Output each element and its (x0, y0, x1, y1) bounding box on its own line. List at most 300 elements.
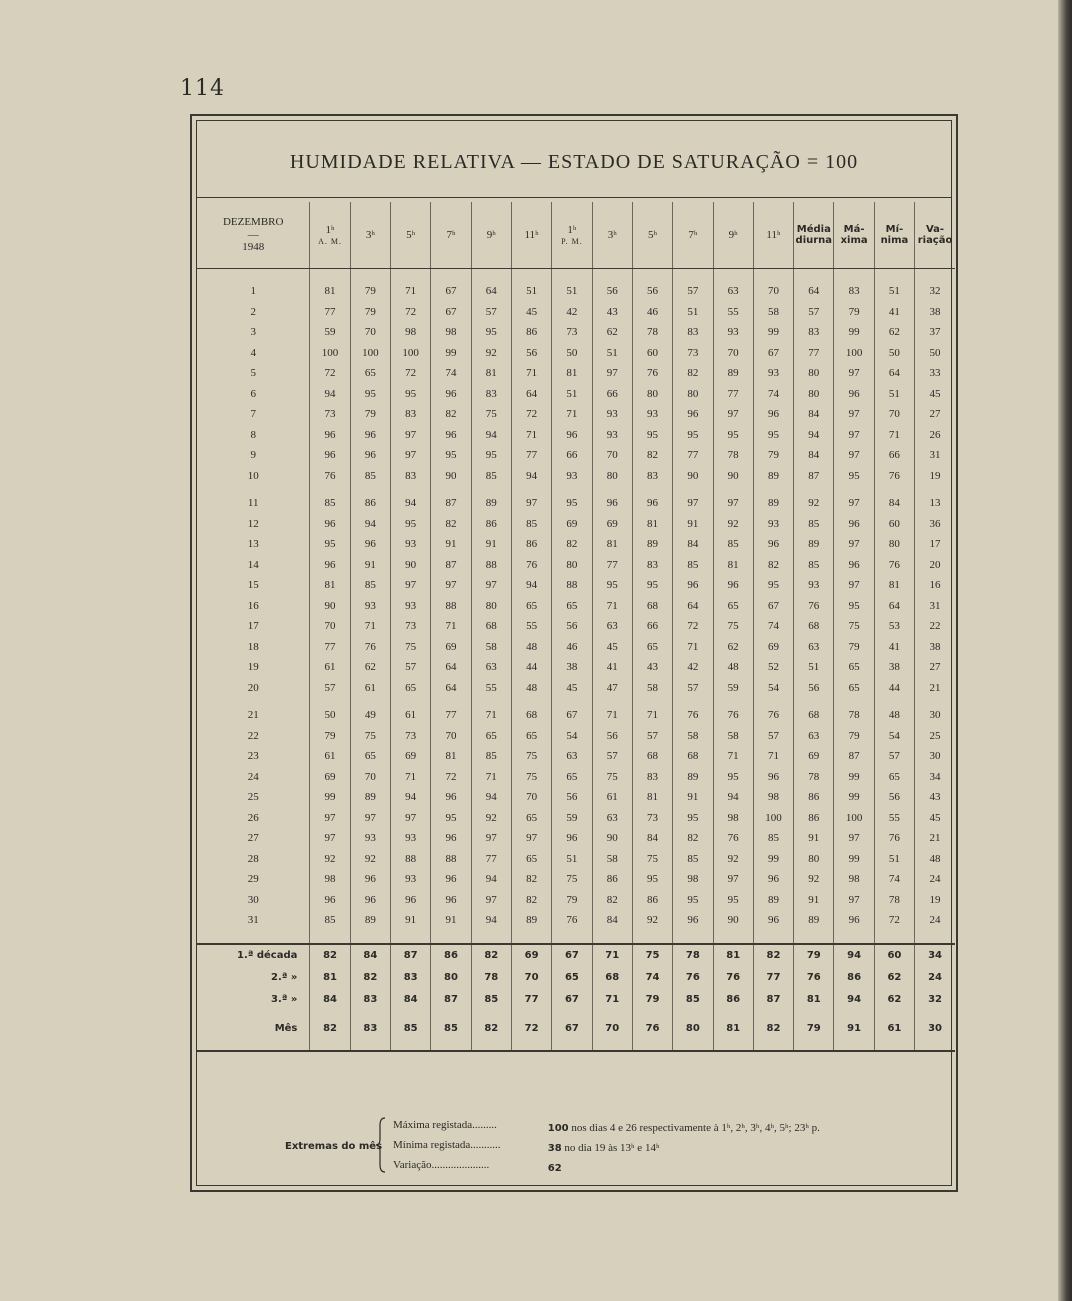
stat-header-max: Má- xima (834, 202, 874, 269)
table-row (197, 343, 955, 364)
table-cell: 70 (350, 767, 390, 788)
table-cell (673, 1040, 713, 1051)
table-cell (753, 1011, 793, 1018)
table-cell: 61 (310, 657, 350, 678)
table-cell: 83 (350, 1018, 390, 1040)
table-cell: 100 (834, 808, 874, 829)
table-cell: 97 (431, 575, 471, 596)
table-cell (874, 486, 914, 493)
extremes-range-row (393, 1159, 562, 1174)
table-cell: 74 (874, 869, 914, 890)
table-cell: 30 (929, 750, 941, 763)
table-cell: 97 (713, 404, 753, 425)
table-cell (794, 269, 834, 282)
table-cell (874, 698, 914, 705)
table-cell: 91 (350, 555, 390, 576)
table-cell: 71 (592, 944, 632, 967)
table-cell: 76 (511, 555, 551, 576)
table-cell: 93 (391, 596, 431, 617)
table-cell: 97 (310, 828, 350, 849)
table-cell (310, 698, 350, 705)
table-cell: 72 (874, 910, 914, 931)
table-cell: 38 (874, 657, 914, 678)
extremes-label: Extremas do mês (285, 1141, 383, 1152)
table-cell: 90 (673, 466, 713, 487)
table-cell: 96 (310, 445, 350, 466)
table-cell (471, 1040, 511, 1051)
table-cell: 80 (874, 534, 914, 555)
table-cell (471, 931, 511, 944)
table-cell (632, 931, 672, 944)
table-cell: 51 (874, 281, 914, 302)
table-cell (592, 269, 632, 282)
table-cell: 98 (310, 869, 350, 890)
table-cell: 71 (592, 596, 632, 617)
table-cell: 79 (834, 637, 874, 658)
table-cell: 65 (552, 967, 592, 989)
table-cell (350, 931, 390, 944)
table-cell: 72 (673, 616, 713, 637)
table-cell (552, 1011, 592, 1018)
table-cell: 55 (874, 808, 914, 829)
table-row (197, 808, 955, 829)
table-cell: 95 (431, 808, 471, 829)
month-extremes (197, 1113, 955, 1183)
table-cell: 65 (511, 726, 551, 747)
table-cell: 75 (391, 637, 431, 658)
table-row (197, 678, 955, 699)
table-cell: 96 (632, 493, 672, 514)
table-cell: 68 (511, 705, 551, 726)
table-cell: 80 (592, 466, 632, 487)
table-cell: 88 (471, 555, 511, 576)
table-cell: 64 (794, 281, 834, 302)
table-cell (431, 1011, 471, 1018)
table-cell: 86 (350, 493, 390, 514)
table-cell: 92 (310, 849, 350, 870)
table-cell: 100 (834, 343, 874, 364)
table-cell: 75 (834, 616, 874, 637)
table-cell: 45 (929, 387, 941, 400)
hour-header: 9ʰ (713, 202, 753, 269)
table-cell: 85 (794, 555, 834, 576)
table-cell: 59 (552, 808, 592, 829)
table-cell: 89 (794, 534, 834, 555)
table-cell: 74 (753, 384, 793, 405)
table-cell: 73 (310, 404, 350, 425)
table-cell: 95 (632, 425, 672, 446)
table-cell: 62 (592, 322, 632, 343)
table-cell (713, 486, 753, 493)
day-number: 14 (197, 555, 310, 576)
table-cell: 80 (431, 967, 471, 989)
day-number: 19 (197, 657, 310, 678)
table-cell: 85 (310, 910, 350, 931)
table-frame (190, 114, 958, 1192)
table-cell: 57 (874, 746, 914, 767)
day-number: 1 (197, 281, 310, 302)
table-cell: 63 (471, 657, 511, 678)
table-row (197, 657, 955, 678)
table-cell (753, 486, 793, 493)
table-cell: 86 (431, 944, 471, 967)
table-cell: 80 (794, 384, 834, 405)
table-cell: 84 (794, 445, 834, 466)
table-cell: 89 (753, 493, 793, 514)
table-cell: 85 (350, 466, 390, 487)
table-cell: 69 (511, 944, 551, 967)
table-cell: 45 (592, 637, 632, 658)
stat-header-min: Mí- nima (874, 202, 914, 269)
table-cell: 90 (391, 555, 431, 576)
table-cell: 64 (673, 596, 713, 617)
table-cell: 89 (350, 910, 390, 931)
table-cell: 90 (310, 596, 350, 617)
table-cell: 70 (511, 787, 551, 808)
brace-icon (376, 1117, 386, 1173)
table-cell: 38 (552, 657, 592, 678)
table-cell: 99 (834, 849, 874, 870)
table-cell: 76 (350, 637, 390, 658)
table-row (197, 322, 955, 343)
table-cell: 42 (673, 657, 713, 678)
extremes-key: Variação..................... (393, 1159, 490, 1171)
table-cell: 89 (794, 910, 834, 931)
table-cell (391, 698, 431, 705)
table-row (197, 828, 955, 849)
day-number: 12 (197, 514, 310, 535)
table-cell: 44 (511, 657, 551, 678)
table-cell (632, 1011, 672, 1018)
table-cell: 97 (391, 445, 431, 466)
table-cell: 97 (834, 890, 874, 911)
table-cell: 96 (834, 514, 874, 535)
table-cell: 77 (511, 989, 551, 1011)
table-cell: 96 (431, 425, 471, 446)
table-cell: 86 (511, 534, 551, 555)
table-cell (310, 1011, 350, 1018)
table-cell: 93 (350, 828, 390, 849)
day-number: 15 (197, 575, 310, 596)
table-cell: 84 (794, 404, 834, 425)
table-cell: 32 (928, 994, 942, 1005)
table-cell: 96 (552, 425, 592, 446)
table-row (197, 890, 955, 911)
table-cell: 74 (753, 616, 793, 637)
table-cell: 63 (794, 637, 834, 658)
table-cell: 93 (632, 404, 672, 425)
day-number: 21 (197, 705, 310, 726)
table-cell: 79 (350, 404, 390, 425)
table-cell: 97 (511, 493, 551, 514)
table-cell: 95 (673, 808, 713, 829)
table-cell: 68 (632, 746, 672, 767)
day-number: 2 (197, 302, 310, 323)
table-cell: 98 (713, 808, 753, 829)
table-cell: 22 (929, 620, 941, 633)
table-cell (197, 931, 310, 944)
table-cell: 79 (794, 944, 834, 967)
table-frame-inner (196, 120, 952, 1186)
table-cell: 69 (310, 767, 350, 788)
table-cell: 27 (929, 661, 941, 674)
table-cell: 92 (471, 808, 511, 829)
table-cell: 69 (794, 746, 834, 767)
spacer-row (197, 931, 955, 944)
table-cell (915, 1011, 955, 1018)
table-cell: 51 (874, 384, 914, 405)
table-cell: 86 (592, 869, 632, 890)
table-cell (632, 269, 672, 282)
table-cell: 70 (310, 616, 350, 637)
table-cell: 65 (511, 849, 551, 870)
table-cell: 81 (713, 944, 753, 967)
table-cell: 76 (874, 466, 914, 487)
table-cell: 87 (391, 944, 431, 967)
table-cell: 49 (350, 705, 390, 726)
table-cell: 24 (928, 972, 942, 983)
table-cell: 45 (929, 811, 941, 824)
table-cell: 69 (753, 637, 793, 658)
table-cell (197, 698, 310, 705)
table-cell (753, 931, 793, 944)
summary-label: Mês (197, 1018, 310, 1040)
table-cell: 65 (632, 637, 672, 658)
table-cell: 87 (834, 746, 874, 767)
table-cell: 57 (471, 302, 511, 323)
table-cell: 63 (592, 808, 632, 829)
table-cell: 31 (929, 449, 941, 462)
table-row (197, 575, 955, 596)
table-cell: 58 (592, 849, 632, 870)
table-cell: 100 (310, 343, 350, 364)
table-cell: 85 (350, 575, 390, 596)
spacer-row (197, 486, 955, 493)
table-cell: 81 (552, 363, 592, 384)
table-cell: 90 (592, 828, 632, 849)
table-cell: 76 (713, 967, 753, 989)
table-cell: 93 (794, 575, 834, 596)
table-cell: 70 (753, 281, 793, 302)
table-cell: 77 (592, 555, 632, 576)
table-cell: 68 (673, 746, 713, 767)
table-cell: 96 (713, 575, 753, 596)
table-cell: 72 (391, 363, 431, 384)
table-cell: 56 (794, 678, 834, 699)
table-cell: 71 (874, 425, 914, 446)
table-cell (552, 698, 592, 705)
table-cell: 96 (310, 555, 350, 576)
table-cell: 97 (713, 869, 753, 890)
table-cell: 95 (592, 575, 632, 596)
table-cell: 77 (713, 384, 753, 405)
table-cell: 97 (391, 808, 431, 829)
table-cell: 57 (794, 302, 834, 323)
table-cell: 96 (431, 384, 471, 405)
table-cell: 71 (753, 746, 793, 767)
table-cell (310, 931, 350, 944)
table-cell: 43 (592, 302, 632, 323)
table-cell (915, 486, 955, 493)
table-cell: 94 (713, 787, 753, 808)
table-cell: 93 (391, 828, 431, 849)
table-cell: 89 (632, 534, 672, 555)
table-cell: 24 (929, 873, 941, 886)
table-cell (431, 269, 471, 282)
stat-header-range: Va- riação (915, 202, 955, 269)
table-cell: 94 (471, 425, 511, 446)
table-cell (431, 1040, 471, 1051)
table-cell: 99 (753, 849, 793, 870)
table-cell: 67 (552, 1018, 592, 1040)
table-cell: 72 (391, 302, 431, 323)
table-cell: 77 (310, 302, 350, 323)
table-cell: 65 (552, 596, 592, 617)
table-cell (431, 486, 471, 493)
summary-label: 1.ª década (197, 944, 310, 967)
table-cell: 91 (391, 910, 431, 931)
table-cell (391, 486, 431, 493)
table-cell: 95 (310, 534, 350, 555)
page-number: 114 (180, 76, 225, 101)
table-cell: 96 (552, 828, 592, 849)
table-cell: 68 (592, 967, 632, 989)
table-cell: 65 (552, 767, 592, 788)
table-cell: 95 (834, 466, 874, 487)
table-cell: 92 (713, 849, 753, 870)
table-cell: 88 (431, 849, 471, 870)
table-cell: 16 (929, 579, 941, 592)
day-number: 10 (197, 466, 310, 487)
table-cell (632, 698, 672, 705)
table-cell (915, 931, 955, 944)
table-cell: 83 (350, 989, 390, 1011)
table-cell: 86 (794, 808, 834, 829)
hour-header: 11ʰ (753, 202, 793, 269)
table-cell: 48 (874, 705, 914, 726)
table-cell (794, 486, 834, 493)
table-cell: 98 (431, 322, 471, 343)
table-cell: 93 (592, 425, 632, 446)
table-cell: 82 (350, 967, 390, 989)
table-row (197, 384, 955, 405)
table-cell: 91 (431, 910, 471, 931)
table-cell: 88 (552, 575, 592, 596)
table-cell: 51 (673, 302, 713, 323)
table-cell: 81 (471, 363, 511, 384)
table-cell: 80 (673, 384, 713, 405)
table-cell: 78 (713, 445, 753, 466)
table-cell (794, 1011, 834, 1018)
table-cell (874, 931, 914, 944)
table-cell: 94 (511, 466, 551, 487)
table-cell: 85 (471, 466, 511, 487)
table-cell: 42 (552, 302, 592, 323)
table-cell: 84 (673, 534, 713, 555)
table-cell: 63 (713, 281, 753, 302)
table-cell: 61 (310, 746, 350, 767)
table-cell: 87 (431, 555, 471, 576)
spacer-row (197, 698, 955, 705)
table-cell: 80 (794, 849, 834, 870)
table-body (197, 269, 955, 1051)
table-cell: 41 (874, 637, 914, 658)
table-cell: 50 (874, 343, 914, 364)
table-row (197, 425, 955, 446)
table-cell: 71 (592, 989, 632, 1011)
table-cell: 57 (592, 746, 632, 767)
table-cell: 75 (552, 869, 592, 890)
table-cell: 71 (471, 767, 511, 788)
table-cell (471, 1011, 511, 1018)
table-cell: 73 (552, 322, 592, 343)
table-cell: 70 (592, 1018, 632, 1040)
table-cell: 58 (713, 726, 753, 747)
table-cell (713, 698, 753, 705)
day-number: 11 (197, 493, 310, 514)
table-cell: 55 (471, 678, 511, 699)
table-cell: 82 (431, 404, 471, 425)
table-cell: 82 (471, 1018, 511, 1040)
table-cell: 94 (310, 384, 350, 405)
table-cell: 67 (431, 281, 471, 302)
table-cell: 82 (511, 869, 551, 890)
table-cell: 83 (794, 322, 834, 343)
table-cell: 45 (552, 678, 592, 699)
table-cell: 96 (753, 404, 793, 425)
table-cell: 75 (471, 404, 511, 425)
table-cell: 89 (511, 910, 551, 931)
table-cell: 78 (632, 322, 672, 343)
table-cell: 91 (673, 787, 713, 808)
table-cell: 81 (794, 989, 834, 1011)
table-cell: 100 (350, 343, 390, 364)
table-cell: 81 (310, 575, 350, 596)
table-row (197, 555, 955, 576)
table-cell: 67 (552, 989, 592, 1011)
table-cell: 73 (391, 616, 431, 637)
table-cell: 54 (874, 726, 914, 747)
table-cell: 85 (310, 493, 350, 514)
table-cell: 76 (713, 828, 753, 849)
table-cell (673, 931, 713, 944)
table-cell: 83 (632, 767, 672, 788)
table-cell (834, 486, 874, 493)
table-cell: 96 (753, 767, 793, 788)
table-cell (552, 931, 592, 944)
table-cell: 78 (834, 705, 874, 726)
table-cell: 41 (592, 657, 632, 678)
extremes-min-row (393, 1139, 659, 1154)
table-cell: 76 (794, 967, 834, 989)
table-cell: 82 (632, 445, 672, 466)
table-cell (632, 1040, 672, 1051)
table-cell: 74 (431, 363, 471, 384)
table-cell: 95 (431, 445, 471, 466)
table-cell: 65 (511, 596, 551, 617)
table-row (197, 767, 955, 788)
table-cell: 74 (632, 967, 672, 989)
table-cell (834, 269, 874, 282)
table-cell: 96 (310, 514, 350, 535)
table-cell: 94 (391, 787, 431, 808)
table-cell: 27 (929, 408, 941, 421)
day-number: 8 (197, 425, 310, 446)
table-cell: 95 (713, 767, 753, 788)
table-cell: 33 (929, 367, 941, 380)
table-cell (197, 1011, 310, 1018)
table-cell (915, 698, 955, 705)
